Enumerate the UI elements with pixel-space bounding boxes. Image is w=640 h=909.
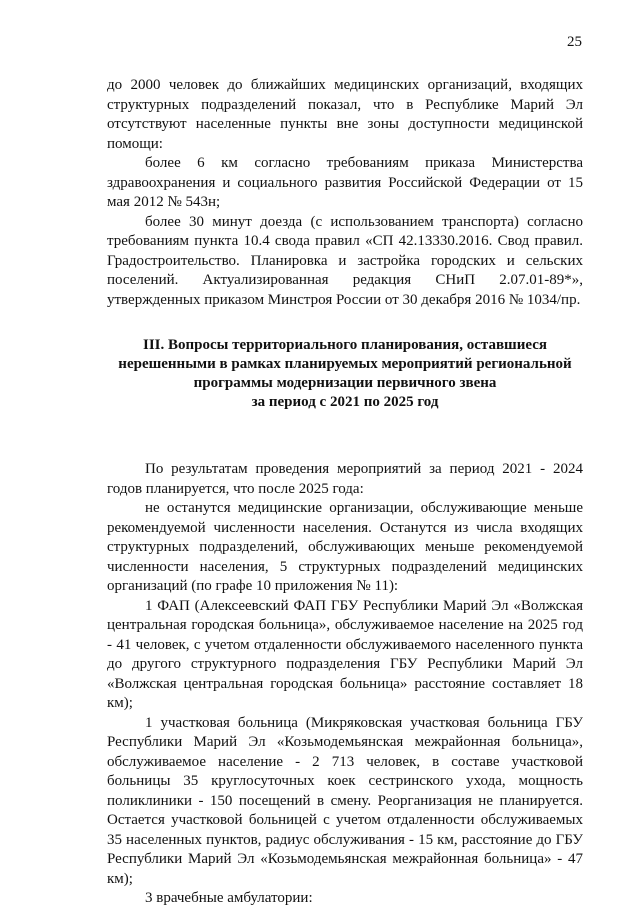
section-heading-line: III. Вопросы территориального планирования, оставшиеся [143,337,547,353]
section-heading-line: программы модернизации первичного звена [193,375,497,391]
document-body [107,76,583,909]
paragraph: до 2000 человек до ближайших медицинских организаций, входящих структурных подразделений показал, что в Республике Марий Эл отсутствуют населенные пункты вне зоны доступности медицинской помощи: [107,77,583,152]
section-heading-line: нерешенными в рамках планируемых мероприятий региональной [118,356,572,372]
page-number: 25 [567,34,582,50]
spacer [107,412,583,460]
section-heading [107,336,583,412]
paragraph: 3 врачебные амбулатории: [145,890,313,906]
paragraph: 1 ФАП (Алексеевский ФАП ГБУ Республики Марий Эл «Волжская центральная городская больница», обслуживаемое население на 2025 год - 41 человек, с учетом отдаленности обслуживаемого населенного пункта до другого структурного подразделения ГБУ Республики Марий Эл «Волжская центральная городская больница» расстояние составляет 18 км); [107,597,583,711]
section-heading-line: за период с 2021 по 2025 год [251,394,439,410]
paragraph: не останутся медицинские организации, обслуживающие меньше рекомендуемой численности населения. Останутся из числа входящих структурных подразделений, обслуживающих меньше рекомендуемой численности населения, 5 структурных подразделений медицинских организаций (по графе 10 приложения № 11): [107,500,583,594]
paragraph: 1 участковая больница (Микряковская участковая больница ГБУ Республики Марий Эл «Козьмодемьянская межрайонная больница», обслуживаемое население - 2 713 человек, в составе участковой больницы 35 круглосуточных коек сестринского ухода, мощность поликлиники - 150 посещений в смену. Реорганизация не планируется. Остается участковой больницей с учетом отдаленности обслуживаемых 35 населенных пунктов, радиус обслуживания - 15 км, расстояние до ГБУ Республики Марий Эл «Козьмодемьянская межрайонная больница» - 47 км); [107,714,583,887]
paragraph: более 6 км согласно требованиям приказа Министерства здравоохранения и социального развития Российской Федерации от 15 мая 2012 № 543н; [107,155,583,210]
paragraph: более 30 минут доезда (с использованием транспорта) согласно требованиям пункта 10.4 свода правил «СП 42.13330.2016. Свод правил. Градостроительство. Планировка и застройка городских и сельских поселений. Актуализированная редакция СНиП 2.07.01-89*», утвержденных приказом Минстроя России от 30 декабря 2016 № 1034/пр. [107,213,583,308]
paragraph: По результатам проведения мероприятий за период 2021 - 2024 годов планируется, что после 2025 года: [107,461,583,497]
